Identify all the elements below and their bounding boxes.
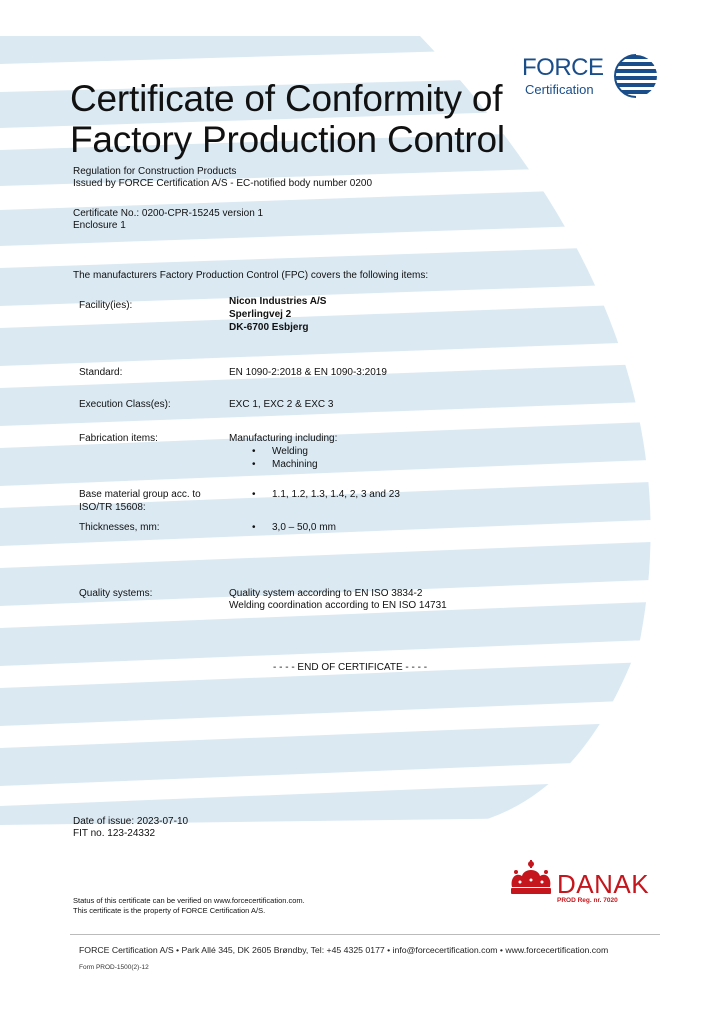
execution-value: EXC 1, EXC 2 & EXC 3 xyxy=(229,399,334,410)
force-certification-logo xyxy=(522,52,662,104)
form-number: Form PROD-1500(2)-12 xyxy=(79,964,149,971)
base-material-value: 1.1, 1.2, 1.3, 1.4, 2, 3 and 23 xyxy=(272,489,400,500)
logo-sub: Certification xyxy=(525,82,594,97)
danak-crown-icon xyxy=(508,858,554,898)
facility-line-2: Sperlingvej 2 xyxy=(229,309,292,320)
execution-label: Execution Class(es): xyxy=(79,399,171,410)
facility-line-1: Nicon Industries A/S xyxy=(229,296,327,307)
base-material-label-2: ISO/TR 15608: xyxy=(79,502,146,513)
intro-text: The manufacturers Factory Production Control (FPC) covers the following items: xyxy=(73,270,429,281)
issued-by-text: Issued by FORCE Certification A/S - EC-notified body number 0200 xyxy=(73,178,373,189)
enclosure-text: Enclosure 1 xyxy=(73,220,126,231)
footer-divider xyxy=(70,934,660,935)
fabrication-bullet-2: Machining xyxy=(272,459,318,470)
bullet-mark: • xyxy=(252,489,256,500)
quality-line-2: Welding coordination according to EN ISO 14731 xyxy=(229,600,447,611)
end-of-certificate: - - - - END OF CERTIFICATE - - - - xyxy=(273,662,428,673)
title-line-2: Factory Production Control xyxy=(70,119,505,160)
title-line-1: Certificate of Conformity of xyxy=(70,78,503,119)
danak-reg-number: PROD Reg. nr. 7020 xyxy=(557,897,618,904)
fit-number: FIT no. 123-24332 xyxy=(73,828,156,839)
quality-line-1: Quality system according to EN ISO 3834-2 xyxy=(229,588,423,599)
force-globe-icon xyxy=(612,52,660,100)
logo-word: FORCE xyxy=(522,54,604,81)
status-line-1: Status of this certificate can be verified on www.forcecertification.com. xyxy=(73,896,305,905)
regulation-text: Regulation for Construction Products xyxy=(73,166,237,177)
certificate-title xyxy=(70,78,505,160)
bullet-mark: • xyxy=(252,459,256,470)
facility-label: Facility(ies): xyxy=(79,300,133,311)
status-line-2: This certificate is the property of FORCE Certification A/S. xyxy=(73,906,266,915)
footer-address: FORCE Certification A/S • Park Allé 345, DK 2605 Brøndby, Tel: +45 4325 0177 • info@forcecertification.com • www.forcecertification.com xyxy=(79,945,609,955)
status-note xyxy=(73,896,305,916)
thickness-value: 3,0 – 50,0 mm xyxy=(272,522,336,533)
bullet-mark: • xyxy=(252,522,256,533)
bullet-mark: • xyxy=(252,446,256,457)
standard-value: EN 1090-2:2018 & EN 1090-3:2019 xyxy=(229,367,387,378)
thickness-label: Thicknesses, mm: xyxy=(79,522,160,533)
base-material-label-1: Base material group acc. to xyxy=(79,489,201,500)
quality-label: Quality systems: xyxy=(79,588,153,599)
standard-label: Standard: xyxy=(79,367,123,378)
fabrication-bullet-1: Welding xyxy=(272,446,308,457)
danak-logo-text: DANAK xyxy=(557,869,650,899)
date-of-issue: Date of issue: 2023-07-10 xyxy=(73,816,189,827)
facility-line-3: DK-6700 Esbjerg xyxy=(229,322,309,333)
certificate-number: Certificate No.: 0200-CPR-15245 version 1 xyxy=(73,208,264,219)
fabrication-label: Fabrication items: xyxy=(79,433,158,444)
fabrication-value: Manufacturing including: xyxy=(229,433,338,444)
